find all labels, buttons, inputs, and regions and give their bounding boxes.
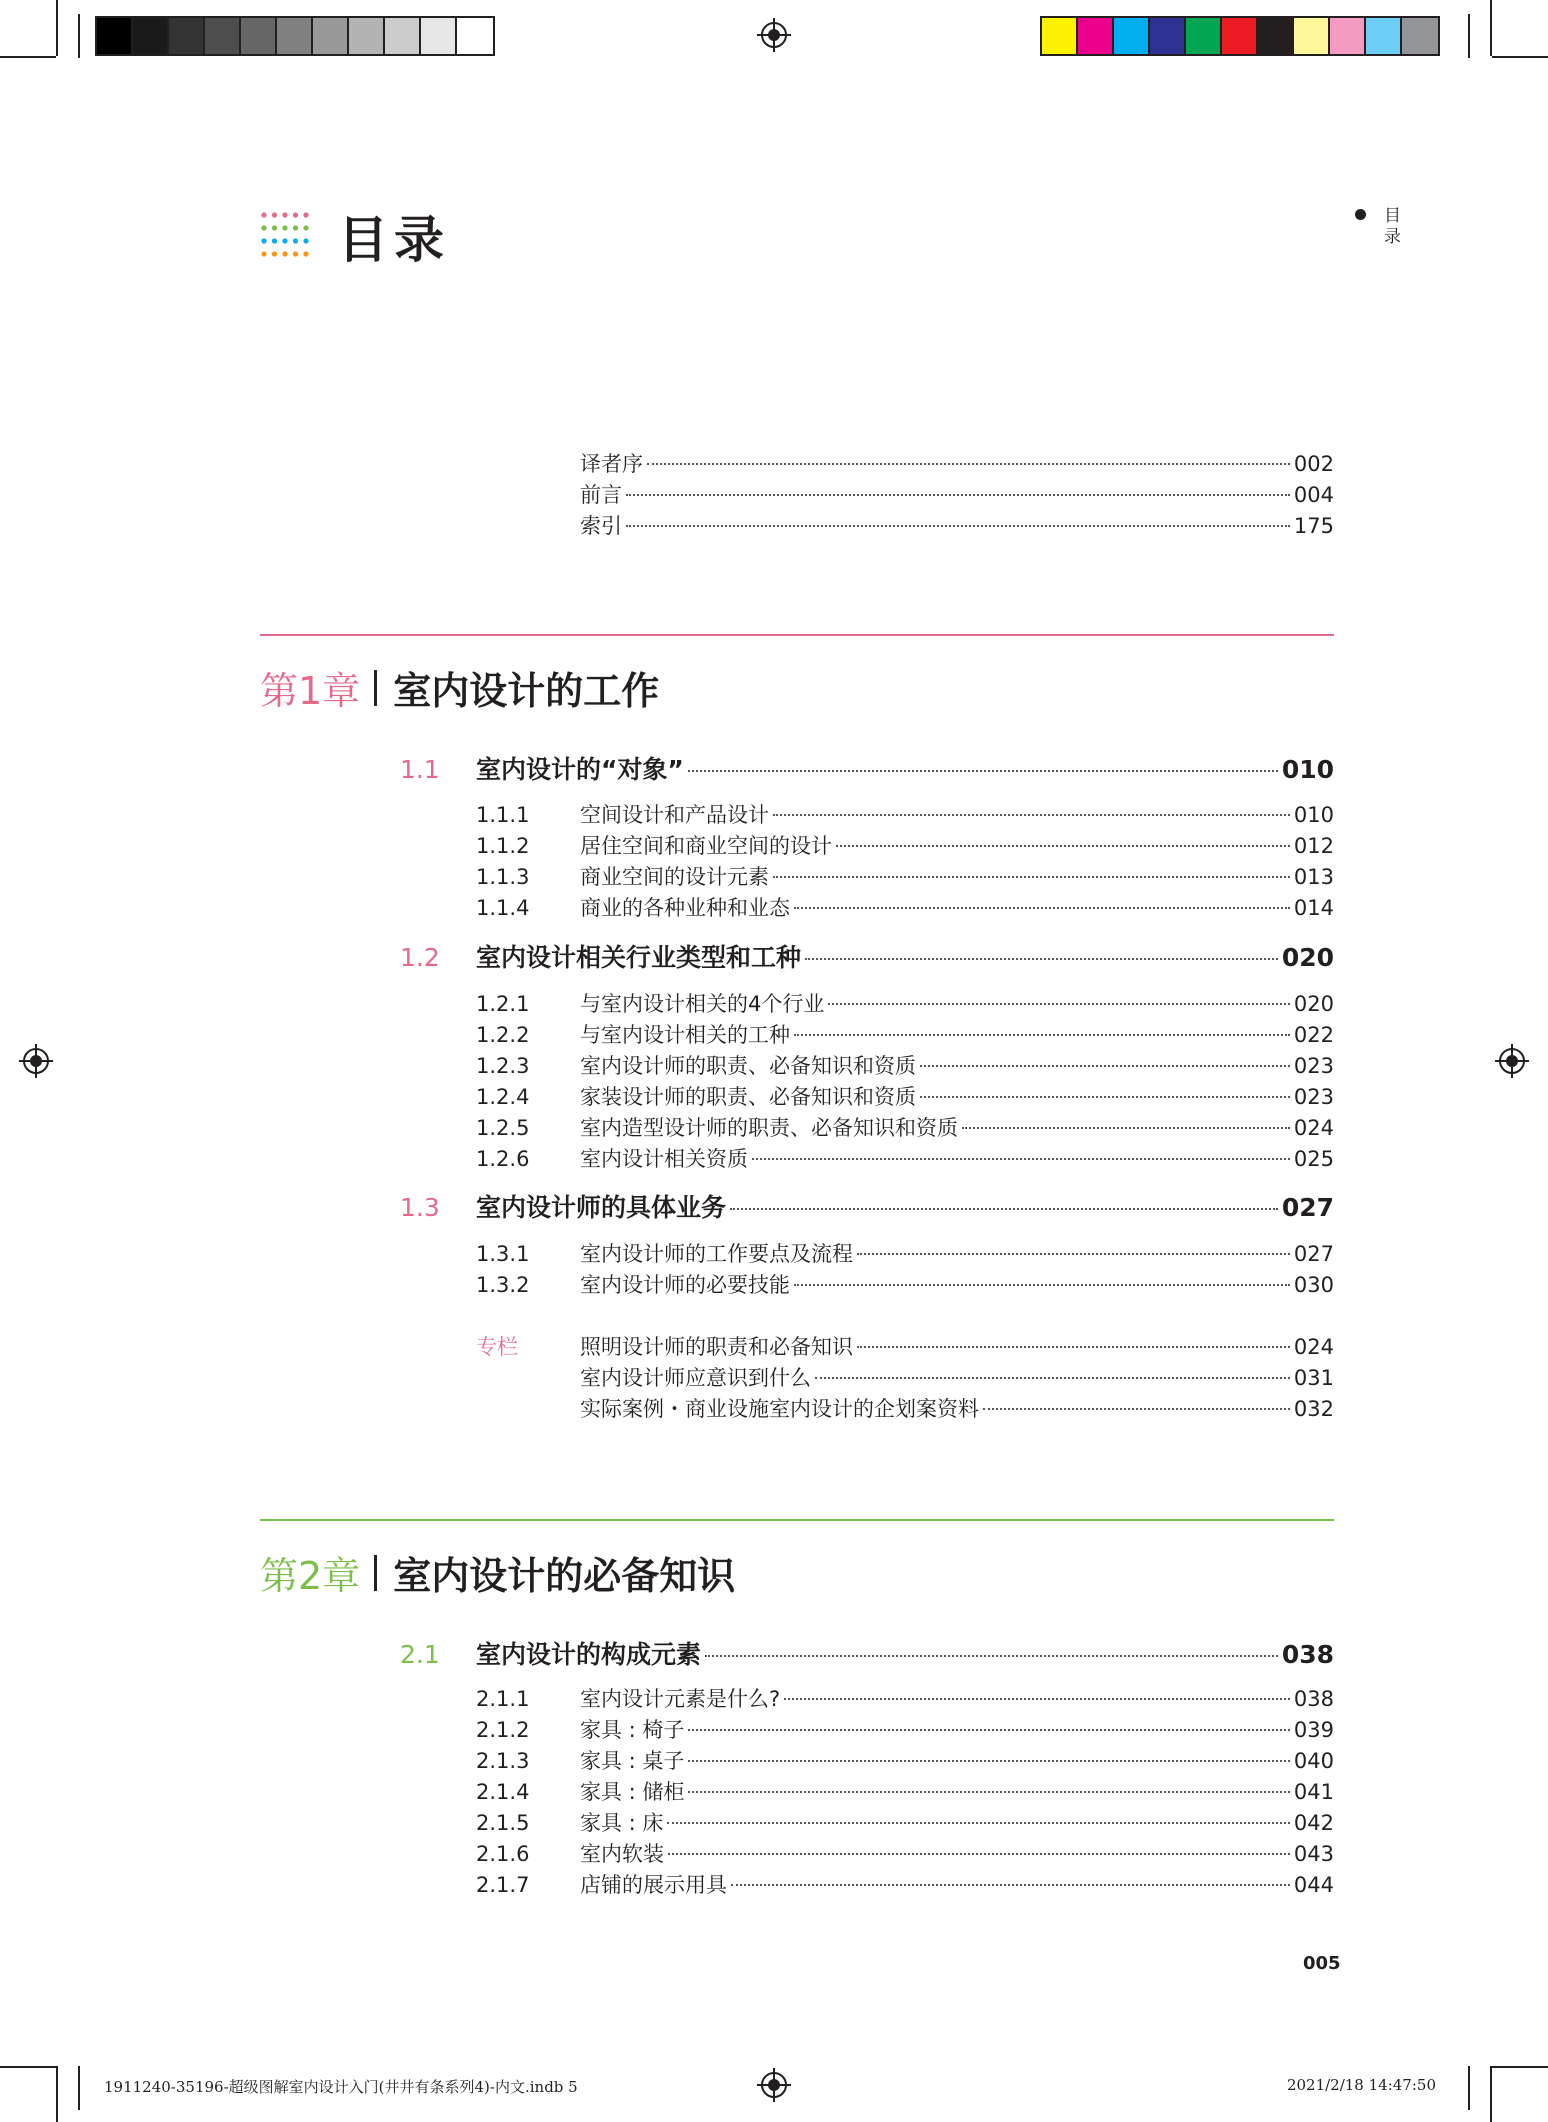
subsection-entry[interactable] [476,1838,1334,1868]
front-matter-entry[interactable] [580,448,1334,478]
subsection-entry[interactable] [476,799,1334,829]
section-title: 室内设计的构成元素 [476,1640,702,1669]
side-tab-bullet-icon [1355,209,1366,220]
subsection-title: 居住空间和商业空间的设计 [580,834,832,858]
color-swatch [1222,18,1258,54]
subsection-number: 1.1.1 [476,803,530,827]
subsection-entry[interactable] [476,1745,1334,1775]
subsection-entry[interactable] [476,1714,1334,1744]
chapter-separator [374,670,377,706]
section-page: 027 [1281,1193,1334,1222]
registration-mark-icon [19,1044,53,1078]
color-swatch [1042,18,1078,54]
color-calibration-bar [1040,16,1440,56]
column-entry[interactable] [476,1362,1334,1392]
subsection-entry[interactable] [476,1776,1334,1806]
chapter-number: 第1章 [260,669,361,713]
page-title: 目录 [338,211,450,269]
section-page: 038 [1281,1640,1334,1669]
dot-leader [794,1284,1290,1286]
subsection-title: 家具 : 床 [580,1811,664,1835]
chapter-1-rule [260,634,1334,636]
subsection-page: 042 [1293,1811,1334,1835]
entry-page: 175 [1293,514,1334,538]
chapter-2-rule [260,1519,1334,1521]
column-label: 专栏 [476,1335,518,1359]
dot-leader [815,1377,1290,1379]
subsection-entry[interactable] [476,1081,1334,1111]
page-number: 005 [1303,1953,1341,1974]
entry-page: 004 [1293,483,1334,507]
column-title: 照明设计师的职责和必备知识 [580,1335,853,1359]
subsection-title: 家装设计师的职责、必备知识和资质 [580,1085,916,1109]
registration-mark-icon [757,18,791,52]
subsection-number: 2.1.5 [476,1811,530,1835]
front-matter-entry[interactable] [580,479,1334,509]
dot-leader [688,1760,1289,1762]
subsection-number: 1.2.3 [476,1054,530,1078]
dot-leader [688,1791,1289,1793]
subsection-number: 1.2.1 [476,992,530,1016]
dot-leader [920,1096,1290,1098]
subsection-entry[interactable] [476,861,1334,891]
section-page: 010 [1281,755,1334,784]
section-title: 室内设计师的具体业务 [476,1193,727,1222]
subsection-page: 023 [1293,1085,1334,1109]
dot-leader [836,845,1290,847]
subsection-title: 室内设计师的职责、必备知识和资质 [580,1054,916,1078]
subsection-number: 2.1.3 [476,1749,530,1773]
dot-leader [688,770,1278,772]
subsection-number: 2.1.1 [476,1687,530,1711]
section-entry[interactable] [400,938,1334,974]
column-page: 032 [1293,1397,1334,1421]
gray-swatch [241,18,277,54]
color-swatch [1402,18,1438,54]
section-entry[interactable] [400,1188,1334,1224]
dot-leader [773,876,1290,878]
gray-swatch [97,18,133,54]
subsection-entry[interactable] [476,988,1334,1018]
chapter-number: 第2章 [260,1554,361,1598]
subsection-entry[interactable] [476,1238,1334,1268]
subsection-entry[interactable] [476,1112,1334,1142]
subsection-page: 012 [1293,834,1334,858]
subsection-title: 店铺的展示用具 [580,1873,727,1897]
subsection-title: 家具 : 储柜 [580,1780,685,1804]
color-swatch [1150,18,1186,54]
column-entry[interactable] [476,1331,1334,1361]
subsection-title: 与室内设计相关的4个行业 [580,992,825,1016]
column-title: 实际案例・商业设施室内设计的企划案资料 [580,1397,979,1421]
front-matter-entry[interactable] [580,510,1334,540]
subsection-number: 1.2.6 [476,1147,530,1171]
subsection-entry[interactable] [476,830,1334,860]
column-entry[interactable] [476,1393,1334,1423]
registration-mark-icon [1495,1044,1529,1078]
gray-swatch [385,18,421,54]
chapter-1-heading[interactable] [260,660,659,715]
color-swatch [1294,18,1330,54]
subsection-number: 1.3.2 [476,1273,530,1297]
gray-calibration-bar [95,16,495,56]
entry-page: 002 [1293,452,1334,476]
subsection-title: 室内造型设计师的职责、必备知识和资质 [580,1116,958,1140]
print-slug-filename: 1911240-35196-超级图解室内设计入门(井井有条系列4)-内文.indb 5 [104,2078,578,2096]
dot-leader [647,463,1290,465]
subsection-entry[interactable] [476,1269,1334,1299]
subsection-number: 2.1.6 [476,1842,530,1866]
subsection-title: 室内设计师的必要技能 [580,1273,790,1297]
subsection-entry[interactable] [476,1143,1334,1173]
dot-leader [773,814,1290,816]
dot-leader [983,1408,1290,1410]
registration-mark-icon [757,2068,791,2102]
subsection-entry[interactable] [476,892,1334,922]
colored-dots-icon [260,210,310,260]
subsection-number: 2.1.7 [476,1873,530,1897]
subsection-title: 室内软装 [580,1842,664,1866]
subsection-entry[interactable] [476,1869,1334,1899]
subsection-title: 室内设计元素是什么? [580,1687,781,1711]
chapter-title: 室内设计的工作 [393,669,660,713]
subsection-number: 1.3.1 [476,1242,530,1266]
subsection-page: 013 [1293,865,1334,889]
subsection-title: 与室内设计相关的工种 [580,1023,790,1047]
column-page: 031 [1293,1366,1334,1390]
chapter-2-heading[interactable] [260,1545,735,1600]
subsection-entry[interactable] [476,1019,1334,1049]
column-page: 024 [1293,1335,1334,1359]
subsection-title: 家具 : 椅子 [580,1718,685,1742]
entry-title: 前言 [580,483,622,507]
subsection-page: 022 [1293,1023,1334,1047]
subsection-entry[interactable] [476,1807,1334,1837]
subsection-page: 044 [1293,1873,1334,1897]
section-entry[interactable] [400,750,1334,786]
subsection-entry[interactable] [476,1683,1334,1713]
color-swatch [1330,18,1366,54]
subsection-title: 室内设计师的工作要点及流程 [580,1242,853,1266]
dot-leader [857,1346,1290,1348]
gray-swatch [133,18,169,54]
gray-swatch [457,18,493,54]
subsection-title: 空间设计和产品设计 [580,803,769,827]
subsection-page: 040 [1293,1749,1334,1773]
dot-leader [705,1655,1278,1657]
subsection-page: 024 [1293,1116,1334,1140]
entry-title: 索引 [580,514,622,538]
gray-swatch [313,18,349,54]
dot-leader [805,958,1278,960]
dot-leader [962,1127,1290,1129]
section-number: 1.1 [400,755,440,784]
section-number: 1.3 [400,1193,440,1222]
dot-leader [784,1698,1290,1700]
subsection-page: 038 [1293,1687,1334,1711]
subsection-number: 1.2.5 [476,1116,530,1140]
subsection-title: 商业空间的设计元素 [580,865,769,889]
dot-leader [752,1158,1290,1160]
subsection-number: 1.1.3 [476,865,530,889]
gray-swatch [277,18,313,54]
dot-leader [828,1003,1290,1005]
subsection-page: 043 [1293,1842,1334,1866]
section-title: 室内设计的“对象” [476,755,684,784]
section-title: 室内设计相关行业类型和工种 [476,943,802,972]
color-swatch [1366,18,1402,54]
column-title: 室内设计师应意识到什么 [580,1366,811,1390]
gray-swatch [169,18,205,54]
dot-leader [731,1884,1290,1886]
dot-leader [626,494,1290,496]
color-swatch [1114,18,1150,54]
section-entry[interactable] [400,1635,1334,1671]
subsection-page: 027 [1293,1242,1334,1266]
subsection-page: 030 [1293,1273,1334,1297]
subsection-page: 020 [1293,992,1334,1016]
dot-leader [667,1822,1289,1824]
gray-swatch [205,18,241,54]
section-number: 2.1 [400,1640,440,1669]
color-swatch [1078,18,1114,54]
chapter-separator [374,1555,377,1591]
color-swatch [1186,18,1222,54]
subsection-number: 2.1.4 [476,1780,530,1804]
subsection-page: 014 [1293,896,1334,920]
subsection-number: 1.1.4 [476,896,530,920]
dot-leader [688,1729,1289,1731]
dot-leader [730,1208,1278,1210]
dot-leader [920,1065,1290,1067]
subsection-title: 室内设计相关资质 [580,1147,748,1171]
dot-leader [794,907,1290,909]
subsection-title: 商业的各种业种和业态 [580,896,790,920]
subsection-number: 1.2.2 [476,1023,530,1047]
entry-title: 译者序 [580,452,643,476]
color-swatch [1258,18,1294,54]
gray-swatch [349,18,385,54]
dot-leader [794,1034,1290,1036]
subsection-page: 023 [1293,1054,1334,1078]
dot-leader [857,1253,1290,1255]
subsection-title: 家具 : 桌子 [580,1749,685,1773]
subsection-entry[interactable] [476,1050,1334,1080]
subsection-page: 039 [1293,1718,1334,1742]
subsection-number: 1.1.2 [476,834,530,858]
dot-leader [626,525,1290,527]
section-number: 1.2 [400,943,440,972]
print-slug-timestamp: 2021/2/18 14:47:50 [1286,2076,1436,2094]
subsection-page: 010 [1293,803,1334,827]
subsection-page: 041 [1293,1780,1334,1804]
side-tab-label: 目录 [1384,206,1401,247]
subsection-number: 2.1.2 [476,1718,530,1742]
gray-swatch [421,18,457,54]
subsection-page: 025 [1293,1147,1334,1171]
section-page: 020 [1281,943,1334,972]
subsection-number: 1.2.4 [476,1085,530,1109]
dot-leader [668,1853,1290,1855]
chapter-title: 室内设计的必备知识 [393,1554,736,1598]
